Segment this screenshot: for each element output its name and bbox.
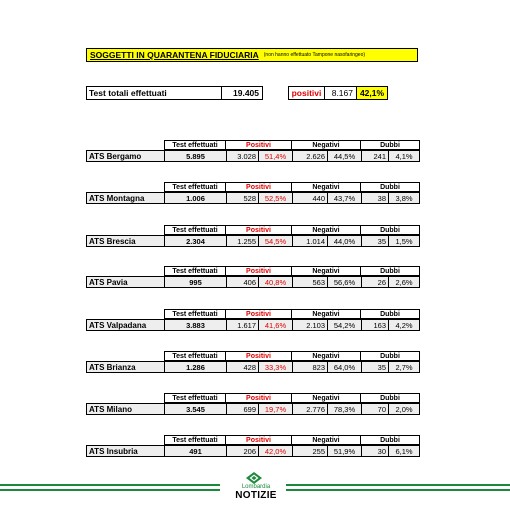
header-positivi: Positivi xyxy=(226,393,292,403)
ats-table xyxy=(86,309,420,331)
negativi-pct: 64,0% xyxy=(328,362,362,372)
header-negativi: Negativi xyxy=(292,266,361,276)
table-row xyxy=(86,361,420,373)
negativi-count: 2.776 xyxy=(293,404,328,414)
title-note: (non hanno effettuato Tampone nasofaringeo) xyxy=(263,52,366,58)
test-count: 1.006 xyxy=(165,193,227,203)
summary-positivi-label: positivi xyxy=(288,86,325,100)
negativi-count: 823 xyxy=(293,362,328,372)
positivi-count: 406 xyxy=(227,277,259,287)
header-positivi: Positivi xyxy=(226,266,292,276)
header-test: Test effettuati xyxy=(164,393,226,403)
summary-positivi-count: 8.167 xyxy=(325,86,357,100)
test-count: 995 xyxy=(165,277,227,287)
summary-total: 19.405 xyxy=(222,86,263,100)
positivi-count: 1.617 xyxy=(227,320,259,330)
summary-positivi-pct: 42,1% xyxy=(357,86,388,100)
header-negativi: Negativi xyxy=(292,393,361,403)
negativi-count: 440 xyxy=(293,193,328,203)
dubbi-pct: 3,8% xyxy=(395,193,413,203)
positivi-count: 699 xyxy=(227,404,259,414)
ats-table xyxy=(86,351,420,373)
table-row xyxy=(86,150,420,162)
header-negativi: Negativi xyxy=(292,225,361,235)
negativi-pct: 56,6% xyxy=(328,277,362,287)
ats-table xyxy=(86,182,420,204)
table-row xyxy=(86,276,420,288)
header-dubbi: Dubbi xyxy=(361,309,420,319)
ats-table xyxy=(86,435,420,457)
negativi-pct: 54,2% xyxy=(328,320,362,330)
test-count: 3.545 xyxy=(165,404,227,414)
header-positivi: Positivi xyxy=(226,225,292,235)
dubbi-count: 241 xyxy=(362,151,389,161)
ats-name: ATS Pavia xyxy=(87,277,165,287)
header-test: Test effettuati xyxy=(164,309,226,319)
table-row xyxy=(86,235,420,247)
header-dubbi: Dubbi xyxy=(361,351,420,361)
dubbi-count: 163 xyxy=(362,320,389,330)
test-count: 1.286 xyxy=(165,362,227,372)
table-row xyxy=(86,192,420,204)
ats-table xyxy=(86,393,420,415)
ats-name: ATS Bergamo xyxy=(87,151,165,161)
dubbi-pct: 6,1% xyxy=(395,446,413,456)
header-test: Test effettuati xyxy=(164,225,226,235)
brand-name: NOTIZIE xyxy=(235,490,277,501)
ats-name: ATS Montagna xyxy=(87,193,165,203)
positivi-pct: 19,7% xyxy=(259,404,293,414)
ats-table xyxy=(86,266,420,288)
negativi-pct: 44,5% xyxy=(328,151,362,161)
ats-table xyxy=(86,225,420,247)
header-test: Test effettuati xyxy=(164,435,226,445)
ats-name: ATS Valpadana xyxy=(87,320,165,330)
table-row xyxy=(86,445,420,457)
ats-name: ATS Brescia xyxy=(87,236,165,246)
positivi-count: 428 xyxy=(227,362,259,372)
header-positivi: Positivi xyxy=(226,351,292,361)
negativi-pct: 43,7% xyxy=(328,193,362,203)
dubbi-pct: 4,2% xyxy=(395,320,413,330)
negativi-pct: 51,9% xyxy=(328,446,362,456)
header-negativi: Negativi xyxy=(292,435,361,445)
table-row xyxy=(86,403,420,415)
header-negativi: Negativi xyxy=(292,351,361,361)
negativi-count: 2.626 xyxy=(293,151,328,161)
dubbi-count: 35 xyxy=(362,362,389,372)
negativi-count: 1.014 xyxy=(293,236,328,246)
test-count: 3.883 xyxy=(165,320,227,330)
ats-name: ATS Milano xyxy=(87,404,165,414)
table-row xyxy=(86,319,420,331)
header-positivi: Positivi xyxy=(226,309,292,319)
header-test: Test effettuati xyxy=(164,266,226,276)
header-dubbi: Dubbi xyxy=(361,393,420,403)
dubbi-count: 30 xyxy=(362,446,389,456)
negativi-count: 563 xyxy=(293,277,328,287)
dubbi-count: 70 xyxy=(362,404,389,414)
dubbi-pct: 2,6% xyxy=(395,277,413,287)
lombardia-logo-icon xyxy=(246,472,262,484)
header-positivi: Positivi xyxy=(226,140,292,150)
header-negativi: Negativi xyxy=(292,182,361,192)
positivi-pct: 42,0% xyxy=(259,446,293,456)
positivi-pct: 51,4% xyxy=(259,151,293,161)
test-count: 2.304 xyxy=(165,236,227,246)
header-dubbi: Dubbi xyxy=(361,225,420,235)
positivi-count: 3.028 xyxy=(227,151,259,161)
negativi-pct: 44,0% xyxy=(328,236,362,246)
summary-label: Test totali effettuati xyxy=(86,86,222,100)
dubbi-count: 26 xyxy=(362,277,389,287)
positivi-count: 528 xyxy=(227,193,259,203)
negativi-count: 255 xyxy=(293,446,328,456)
header-positivi: Positivi xyxy=(226,182,292,192)
header-positivi: Positivi xyxy=(226,435,292,445)
positivi-count: 1.255 xyxy=(227,236,259,246)
positivi-pct: 54,5% xyxy=(259,236,293,246)
dubbi-count: 38 xyxy=(362,193,389,203)
header-dubbi: Dubbi xyxy=(361,435,420,445)
negativi-pct: 78,3% xyxy=(328,404,362,414)
negativi-count: 2.103 xyxy=(293,320,328,330)
header-negativi: Negativi xyxy=(292,309,361,319)
ats-name: ATS Insubria xyxy=(87,446,165,456)
header-test: Test effettuati xyxy=(164,140,226,150)
header-dubbi: Dubbi xyxy=(361,140,420,150)
test-count: 5.895 xyxy=(165,151,227,161)
dubbi-pct: 1,5% xyxy=(395,236,413,246)
dubbi-pct: 2,0% xyxy=(395,404,413,414)
ats-table xyxy=(86,140,420,162)
test-count: 491 xyxy=(165,446,227,456)
dubbi-pct: 4,1% xyxy=(395,151,413,161)
positivi-pct: 40,8% xyxy=(259,277,293,287)
ats-name: ATS Brianza xyxy=(87,362,165,372)
brand-sub: Lombardia xyxy=(241,484,271,490)
positivi-pct: 41,6% xyxy=(259,320,293,330)
header-test: Test effettuati xyxy=(164,351,226,361)
page-title: SOGGETTI IN QUARANTENA FIDUCIARIA xyxy=(90,50,259,60)
header-dubbi: Dubbi xyxy=(361,266,420,276)
positivi-pct: 33,3% xyxy=(259,362,293,372)
header-dubbi: Dubbi xyxy=(361,182,420,192)
header-negativi: Negativi xyxy=(292,140,361,150)
positivi-count: 206 xyxy=(227,446,259,456)
title-banner xyxy=(86,48,418,62)
dubbi-pct: 2,7% xyxy=(395,362,413,372)
positivi-pct: 52,5% xyxy=(259,193,293,203)
header-test: Test effettuati xyxy=(164,182,226,192)
dubbi-count: 35 xyxy=(362,236,389,246)
